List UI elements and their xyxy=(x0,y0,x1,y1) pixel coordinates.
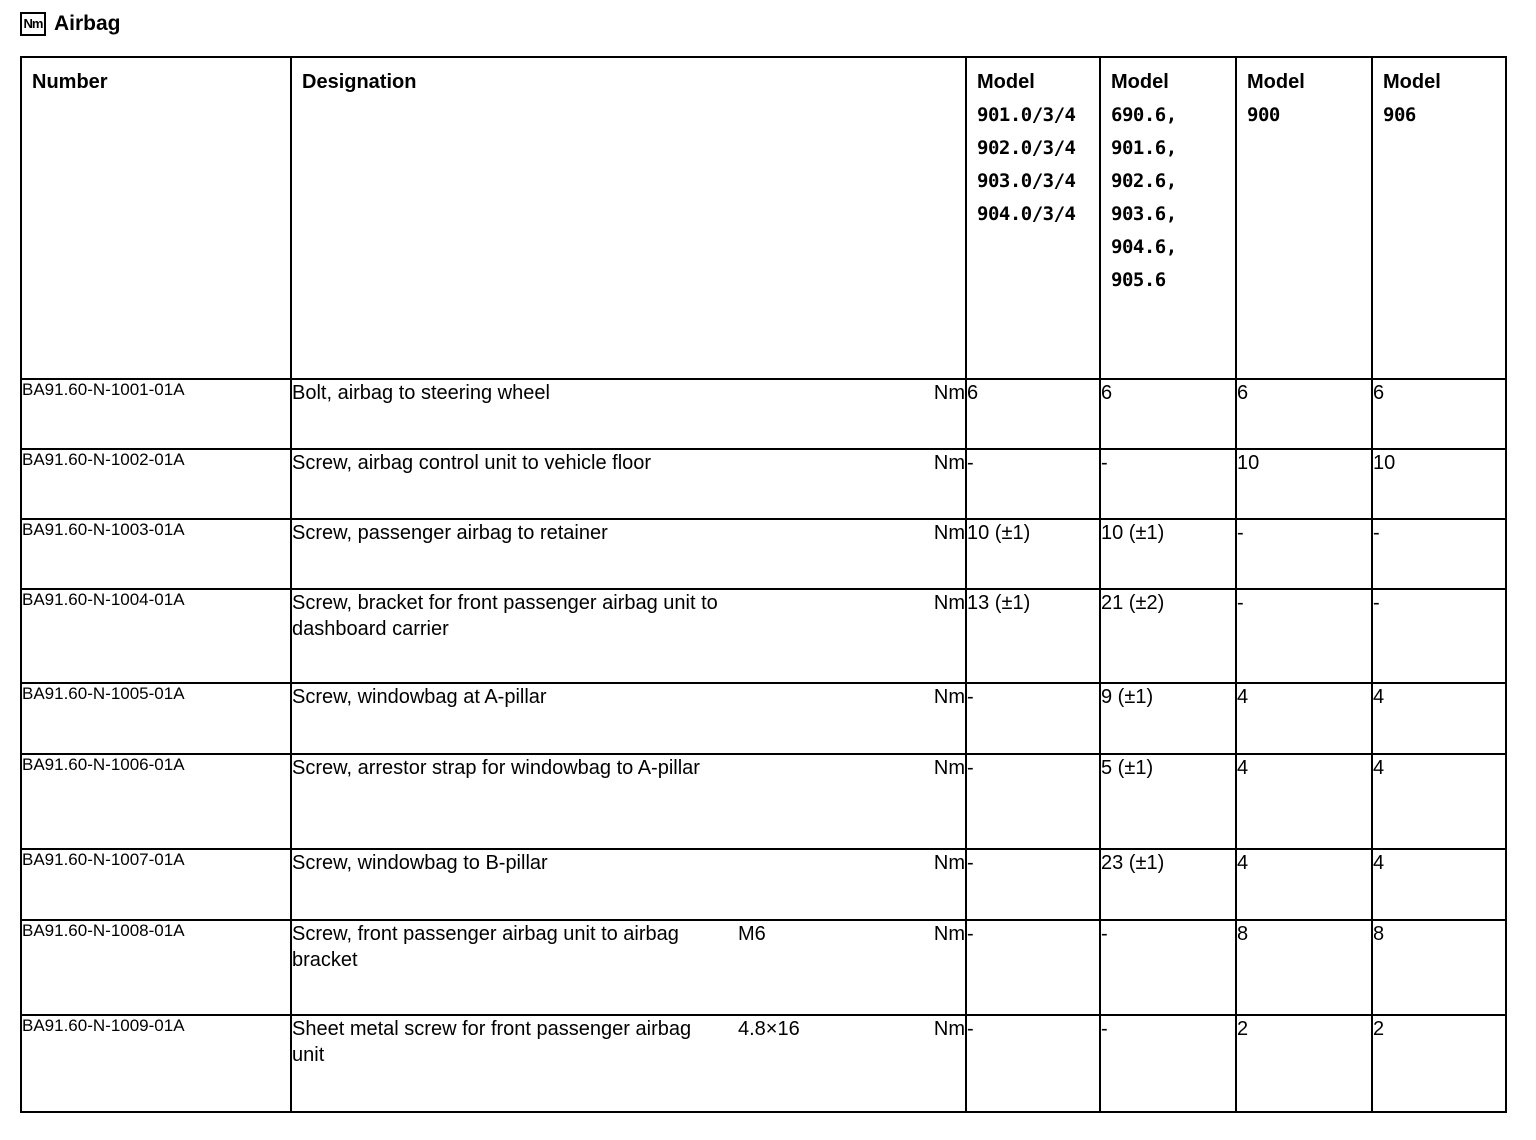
torque-table xyxy=(20,56,1507,1113)
cell-torque-value: 8 xyxy=(1236,920,1372,1015)
cell-torque-value: 5 (±1) xyxy=(1100,754,1236,849)
cell-designation xyxy=(291,1015,966,1112)
designation-text: Screw, front passenger airbag unit to airbag bracket xyxy=(292,923,679,971)
designation-unit: Nm xyxy=(933,1018,965,1040)
cell-designation xyxy=(291,754,966,849)
page-title: Airbag xyxy=(54,12,121,35)
cell-number: BA91.60-N-1005-01A xyxy=(21,683,291,754)
cell-number: BA91.60-N-1007-01A xyxy=(21,849,291,920)
cell-torque-value: 9 (±1) xyxy=(1100,683,1236,754)
cell-torque-value: 4 xyxy=(1372,683,1506,754)
cell-designation xyxy=(291,920,966,1015)
designation-unit: Nm xyxy=(933,923,965,945)
cell-torque-value: - xyxy=(966,849,1100,920)
table-row xyxy=(21,1015,1506,1112)
cell-torque-value: - xyxy=(966,683,1100,754)
cell-torque-value: 4 xyxy=(1372,754,1506,849)
cell-torque-value: - xyxy=(1100,1015,1236,1112)
cell-designation xyxy=(291,589,966,683)
designation-text: Screw, windowbag to B-pillar xyxy=(292,852,548,874)
cell-torque-value: - xyxy=(1100,449,1236,519)
cell-designation xyxy=(291,849,966,920)
cell-number: BA91.60-N-1001-01A xyxy=(21,379,291,449)
cell-number: BA91.60-N-1003-01A xyxy=(21,519,291,589)
cell-torque-value: - xyxy=(1372,589,1506,683)
cell-designation xyxy=(291,379,966,449)
cell-torque-value: - xyxy=(1100,920,1236,1015)
designation-text: Screw, passenger airbag to retainer xyxy=(292,522,608,544)
cell-number: BA91.60-N-1009-01A xyxy=(21,1015,291,1112)
cell-torque-value: 10 (±1) xyxy=(966,519,1100,589)
designation-unit: Nm xyxy=(933,757,965,779)
table-header-row xyxy=(21,57,1506,379)
cell-torque-value: 23 (±1) xyxy=(1100,849,1236,920)
table-row xyxy=(21,849,1506,920)
cell-torque-value: 2 xyxy=(1236,1015,1372,1112)
table-row xyxy=(21,589,1506,683)
designation-text: Screw, arrestor strap for windowbag to A-pillar xyxy=(292,757,700,779)
designation-unit: Nm xyxy=(933,382,965,404)
cell-number: BA91.60-N-1004-01A xyxy=(21,589,291,683)
cell-designation xyxy=(291,449,966,519)
designation-text: Screw, windowbag at A-pillar xyxy=(292,686,547,708)
cell-torque-value: 4 xyxy=(1236,754,1372,849)
cell-number: BA91.60-N-1006-01A xyxy=(21,754,291,849)
column-header-model-900: Model 900 xyxy=(1236,57,1372,379)
page-header xyxy=(20,9,121,39)
torque-nm-icon: Nm xyxy=(20,12,46,36)
cell-torque-value: 10 (±1) xyxy=(1100,519,1236,589)
cell-torque-value: - xyxy=(1236,589,1372,683)
table-row xyxy=(21,920,1506,1015)
cell-torque-value: 6 xyxy=(966,379,1100,449)
cell-designation xyxy=(291,519,966,589)
designation-text: Bolt, airbag to steering wheel xyxy=(292,382,550,404)
cell-torque-value: 4 xyxy=(1236,849,1372,920)
cell-torque-value: - xyxy=(966,1015,1100,1112)
designation-unit: Nm xyxy=(933,452,965,474)
cell-torque-value: 21 (±2) xyxy=(1100,589,1236,683)
column-header-model-906: Model 906 xyxy=(1372,57,1506,379)
table-row xyxy=(21,519,1506,589)
designation-unit: Nm xyxy=(933,686,965,708)
cell-torque-value: - xyxy=(966,920,1100,1015)
cell-torque-value: 2 xyxy=(1372,1015,1506,1112)
designation-text: Screw, airbag control unit to vehicle floor xyxy=(292,452,652,474)
designation-unit: Nm xyxy=(933,852,965,874)
table-row xyxy=(21,449,1506,519)
cell-number: BA91.60-N-1002-01A xyxy=(21,449,291,519)
cell-torque-value: 10 xyxy=(1372,449,1506,519)
designation-spec: M6 xyxy=(738,923,766,945)
cell-torque-value: 6 xyxy=(1236,379,1372,449)
designation-text: Screw, bracket for front passenger airbag unit to dashboard carrier xyxy=(292,592,718,640)
cell-torque-value: 13 (±1) xyxy=(966,589,1100,683)
cell-number: BA91.60-N-1008-01A xyxy=(21,920,291,1015)
cell-torque-value: 6 xyxy=(1372,379,1506,449)
designation-spec: 4.8×16 xyxy=(738,1018,800,1040)
table-row xyxy=(21,379,1506,449)
cell-torque-value: 6 xyxy=(1100,379,1236,449)
cell-torque-value: 4 xyxy=(1236,683,1372,754)
designation-text: Sheet metal screw for front passenger airbag unit xyxy=(292,1018,692,1066)
cell-torque-value: 10 xyxy=(1236,449,1372,519)
cell-designation xyxy=(291,683,966,754)
designation-unit: Nm xyxy=(933,522,965,544)
cell-torque-value: - xyxy=(1236,519,1372,589)
table-row xyxy=(21,683,1506,754)
cell-torque-value: - xyxy=(1372,519,1506,589)
table-row xyxy=(21,754,1506,849)
cell-torque-value: 4 xyxy=(1372,849,1506,920)
column-header-model-901: Model 901.0/3/4 902.0/3/4 903.0/3/4 904.0/3/4 xyxy=(966,57,1100,379)
cell-torque-value: - xyxy=(966,754,1100,849)
column-header-designation: Designation xyxy=(291,57,966,379)
table-body xyxy=(21,379,1506,1112)
column-header-number: Number xyxy=(21,57,291,379)
designation-unit: Nm xyxy=(933,592,965,614)
column-header-model-690: Model 690.6, 901.6, 902.6, 903.6, 904.6, 905.6 xyxy=(1100,57,1236,379)
cell-torque-value: - xyxy=(966,449,1100,519)
cell-torque-value: 8 xyxy=(1372,920,1506,1015)
